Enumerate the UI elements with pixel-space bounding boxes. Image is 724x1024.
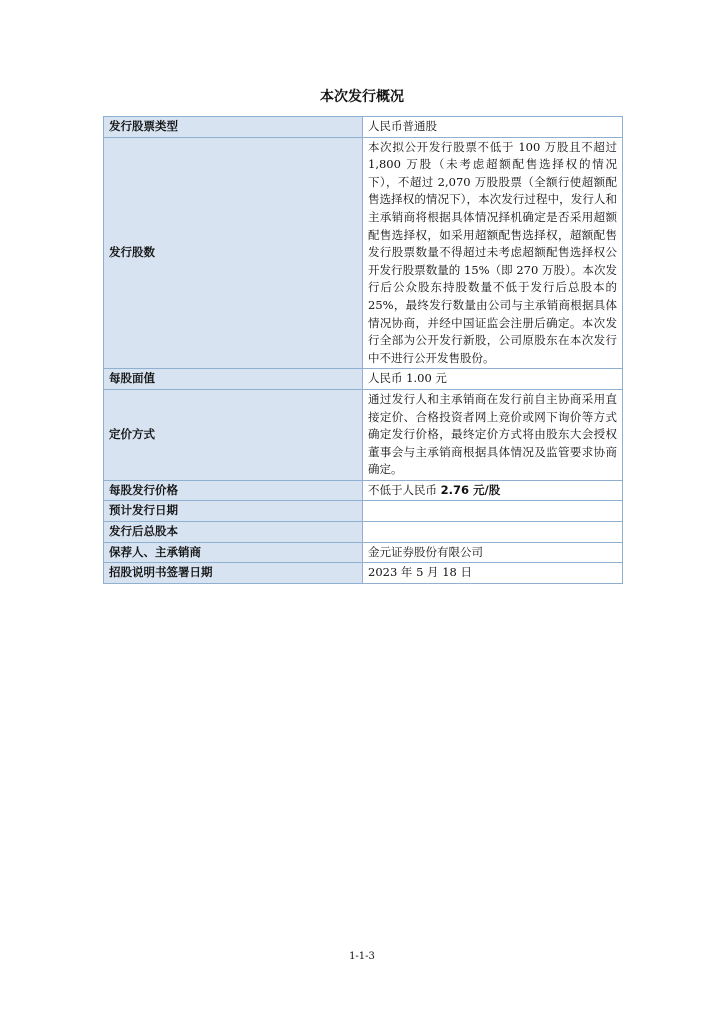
row-label: 每股发行价格 [104,480,363,501]
row-value: 人民币普通股 [363,117,623,138]
price-prefix: 不低于人民币 [368,482,441,497]
page-title: 本次发行概况 [320,89,404,105]
table-row [104,480,623,501]
row-value: 通过发行人和主承销商在发行前自主协商采用直接定价、合格投资者网上竞价或网下询价等方式确定发行价格，最终定价方式将由股东大会授权董事会与主承销商根据具体情况及监管要求协商确定。 [363,389,623,480]
row-label: 发行后总股本 [104,522,363,543]
table-row [104,542,623,563]
row-value: 人民币 1.00 元 [363,369,623,390]
row-label: 发行股票类型 [104,117,363,138]
table-row [104,501,623,522]
row-value [363,522,623,543]
row-value: 2023 年 5 月 18 日 [363,563,623,584]
table-row [104,137,623,369]
row-value: 金元证券股份有限公司 [363,542,623,563]
row-label: 预计发行日期 [104,501,363,522]
table-row [104,389,623,480]
price-value: 2.76 元/股 [440,482,501,497]
row-label: 定价方式 [104,389,363,480]
table-row [104,369,623,390]
row-value [363,501,623,522]
row-label: 每股面值 [104,369,363,390]
row-value: 本次拟公开发行股票不低于 100 万股且不超过 1,800 万股（未考虑超额配售选择权的情况下），不超过 2,070 万股股票（全额行使超额配售选择权的情况下），本次发行过程中，发行人和主承销商将根据具体情况择机确定是否采用超额配售选择权，如采用超额配售选择权，超额配售发行股票数量不得超过未考虑超额配售选择权公开发行股票数量的 15%（即 270 万股）。本次发行后公众股东持股数量不低于发行后总股本的 25%，最终发行数量由公司与主承销商根据具体情况协商，并经中国证监会注册后确定。本次发行全部为公开发行新股，公司原股东在本次发行中不进行公开发售股份。 [363,137,623,369]
table-row [104,117,623,138]
row-label: 保荐人、主承销商 [104,542,363,563]
row-label: 招股说明书签署日期 [104,563,363,584]
offering-overview-table [103,116,623,584]
table-row [104,563,623,584]
table-row [104,522,623,543]
row-label: 发行股数 [104,137,363,369]
row-value [363,480,623,501]
page-number: 1-1-3 [349,951,375,962]
